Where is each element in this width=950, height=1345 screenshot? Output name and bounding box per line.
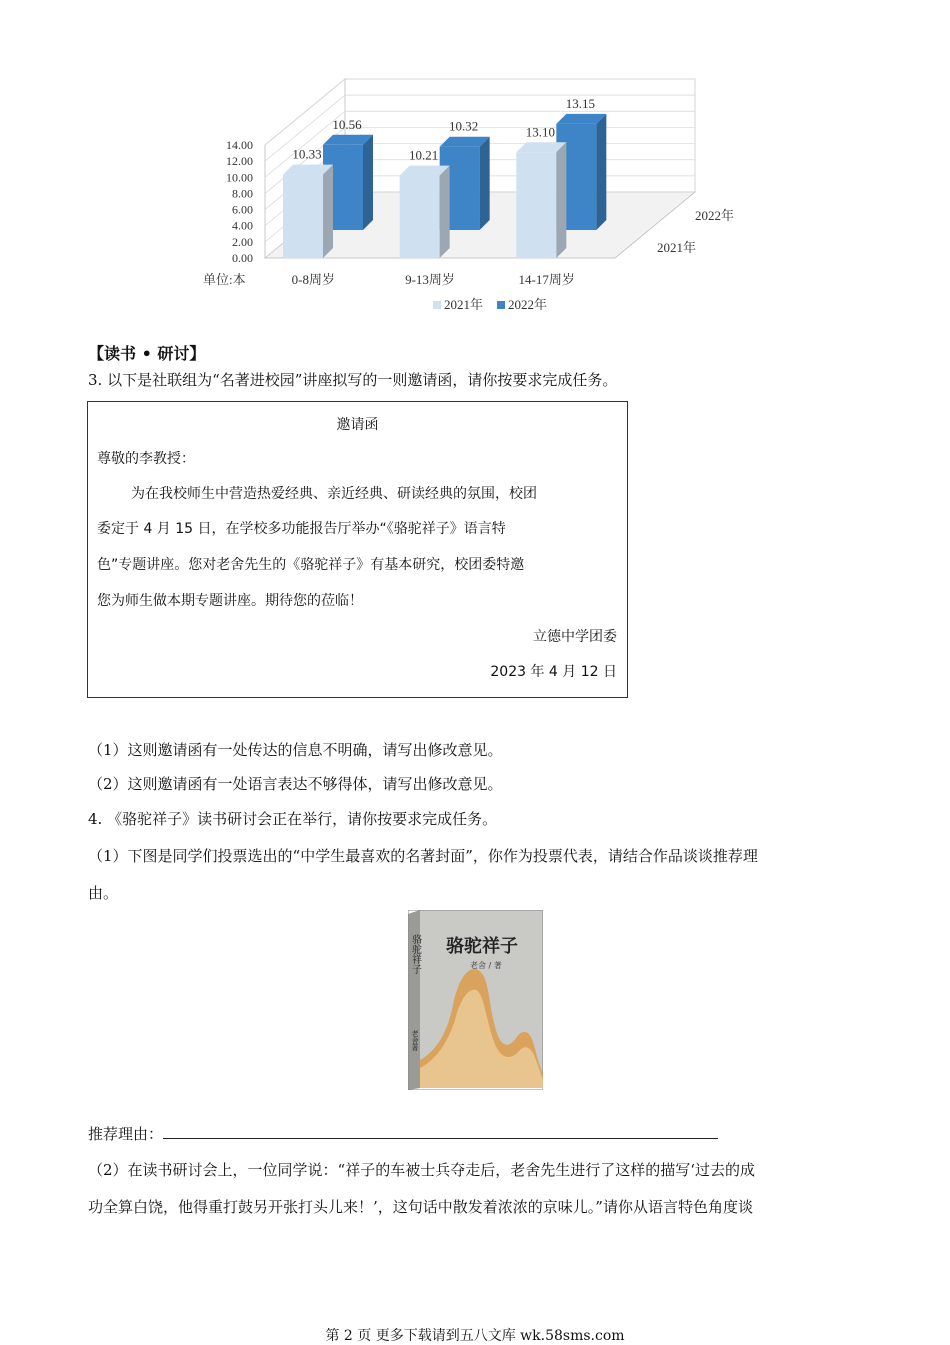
- y-tick-label: 10.00: [226, 170, 253, 185]
- bar-side: [556, 142, 566, 258]
- data-label: 13.10: [525, 124, 555, 140]
- q4-sub2-line1: （2）在读书研讨会上，一位同学说：“祥子的车被士兵夺走后，老舍先生进行了这样的描写‘过去的成: [88, 1161, 755, 1179]
- q4-sub1-line1: （1）下图是同学们投票选出的“中学生最喜欢的名著封面”，你作为投票代表，请结合作品谈谈推荐理: [88, 847, 758, 865]
- letter-body-line-3: 色”专题讲座。您对老舍先生的《骆驼祥子》有基本研究，校团委特邀: [97, 557, 525, 573]
- bar-2021年: [283, 175, 323, 258]
- reading-bar-chart: [195, 70, 755, 320]
- letter-body-line-4: 您为师生做本期专题讲座。期待您的莅临！: [97, 593, 363, 609]
- reason-line: [88, 1123, 718, 1144]
- q4-stem: 4. 《骆驼祥子》读书研讨会正在举行，请你按要求完成任务。: [88, 810, 498, 828]
- section-title: 【读书 • 研讨】: [88, 344, 206, 363]
- letter-body-line-1: 为在我校师生中营造热爱经典、亲近经典、研读经典的氛围，校团: [131, 486, 537, 502]
- y-tick-label: 8.00: [232, 186, 253, 201]
- legend-label-2021: 2021年: [444, 297, 484, 312]
- spine-title: 骆驼祥子: [409, 934, 421, 974]
- x-tick-label: 9-13周岁: [405, 272, 455, 287]
- data-label: 13.15: [565, 95, 595, 111]
- gridline: [265, 79, 695, 145]
- chart-legend: [433, 297, 547, 312]
- reason-label: 推荐理由：: [88, 1125, 164, 1143]
- bar-2021年: [400, 176, 440, 258]
- data-label: 10.56: [332, 116, 362, 132]
- y-tick-label: 2.00: [232, 234, 253, 249]
- x-tick-label: 0-8周岁: [291, 272, 336, 287]
- depth-label-2021: 2021年: [657, 240, 697, 255]
- depth-label-2022: 2022年: [695, 208, 735, 223]
- q4-sub2-line2: 功全算白饶，他得重打鼓另开张打头儿来！’，这句话中散发着浓浓的京味儿。”请你从语言特色角度谈: [88, 1198, 753, 1216]
- y-tick-label: 0.00: [232, 251, 253, 265]
- unit-label: 单位:本: [203, 272, 246, 287]
- letter-body-line-2: 委定于 4 月 15 日，在学校多功能报告厅举办“《骆驼祥子》语言特: [97, 521, 506, 537]
- cover-author: 老舍 / 著: [470, 961, 502, 970]
- q3-sub1: （1）这则邀请函有一处传达的信息不明确，请写出修改意见。: [88, 741, 503, 759]
- data-label: 10.32: [449, 118, 479, 134]
- chart-bars: [283, 114, 606, 258]
- bar-side: [363, 135, 373, 230]
- spine-author: 老舍著: [411, 1030, 419, 1051]
- bar-side: [323, 165, 333, 258]
- bar-side: [440, 166, 450, 258]
- y-tick-label: 14.00: [226, 138, 253, 152]
- bar-2021年: [516, 152, 556, 258]
- letter-date: 2023 年 4 月 12 日: [490, 664, 617, 680]
- legend-swatch-2022: [497, 301, 505, 309]
- data-label: 10.33: [292, 146, 322, 162]
- q4-sub1-line2: 由。: [88, 884, 119, 902]
- letter-greeting: 尊敬的李教授：: [97, 451, 195, 467]
- cover-title: 骆驼祥子: [446, 936, 518, 957]
- x-tick-label: 14-17周岁: [518, 272, 575, 287]
- book-cover-image: [408, 910, 543, 1090]
- legend-swatch-2021: [433, 301, 441, 309]
- q3-sub2: （2）这则邀请函有一处语言表达不够得体，请写出修改意见。: [88, 775, 503, 793]
- y-tick-label: 6.00: [232, 202, 253, 217]
- bar-side: [596, 114, 606, 230]
- bar-side: [480, 137, 490, 230]
- data-label: 10.21: [409, 147, 439, 163]
- y-tick-label: 12.00: [226, 154, 253, 169]
- reason-answer-blank[interactable]: [163, 1124, 718, 1139]
- q3-stem: 3. 以下是社联组为“名著进校园”讲座拟写的一则邀请函，请你按要求完成任务。: [88, 371, 618, 389]
- page-footer: 第 2 页 更多下载请到五八文库 wk.58sms.com: [325, 1328, 625, 1344]
- letter-title: 邀请函: [336, 417, 379, 433]
- y-tick-label: 4.00: [232, 218, 253, 233]
- y-axis-ticks: [226, 138, 253, 265]
- invitation-letter-box: [87, 401, 628, 698]
- letter-signature: 立德中学团委: [533, 629, 617, 645]
- legend-label-2022: 2022年: [508, 297, 548, 312]
